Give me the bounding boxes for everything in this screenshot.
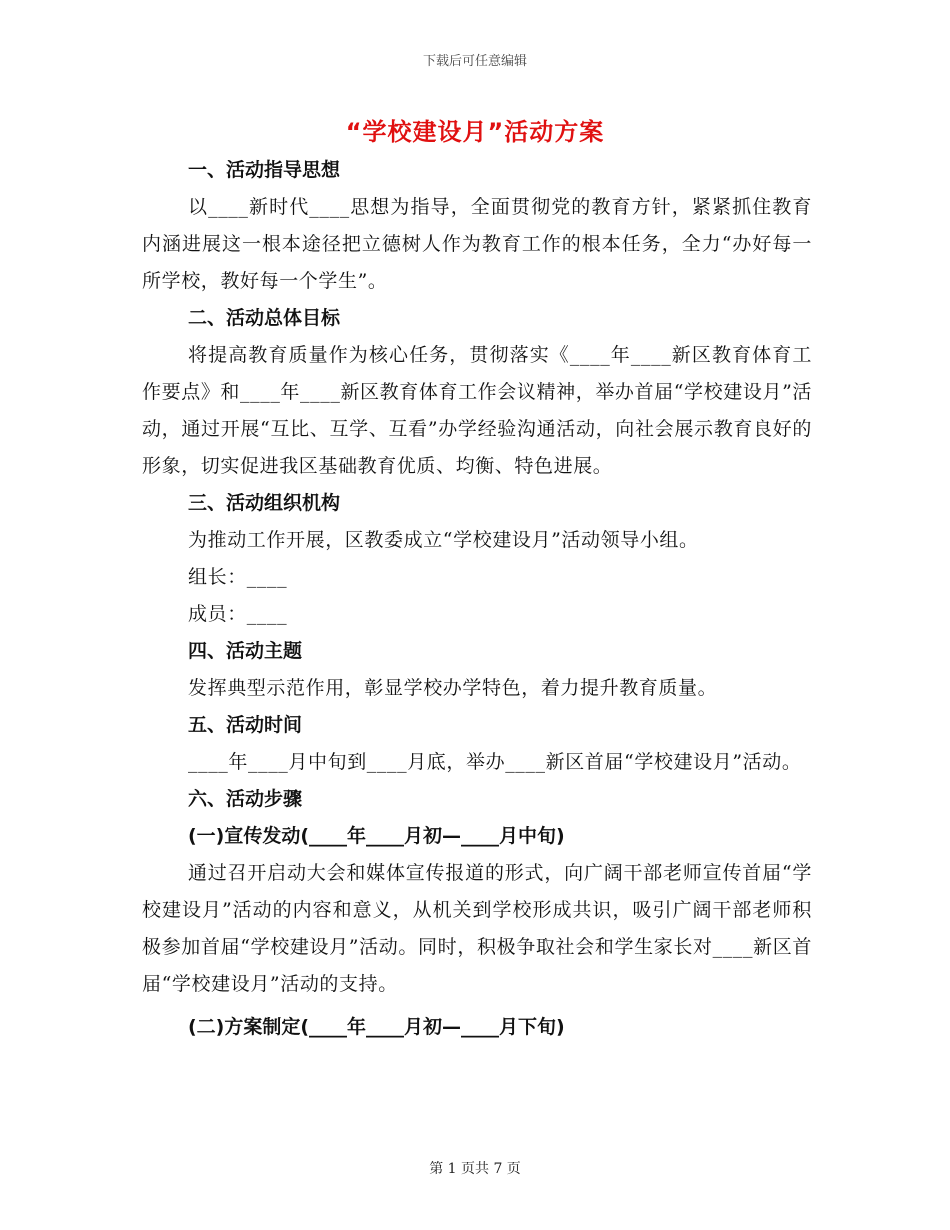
- document-body: [142, 152, 812, 1046]
- header-note: 下载后可任意编辑: [422, 54, 527, 69]
- section-paragraph: 为推动工作开展，区教委成立“学校建设月”活动领导小组。: [188, 529, 699, 551]
- section-heading-organization: 三、活动组织机构: [188, 492, 341, 514]
- page-footer: 第 1 页共 7 页: [429, 1161, 521, 1177]
- section-paragraph: 发挥典型示范作用，彰显学校办学特色，着力提升教育质量。: [188, 677, 718, 699]
- section-paragraph: 将提高教育质量作为核心任务，贯彻落实《____年____新区教育体育工作要点》和____年____新区教育体育工作会议精神，举办首届“学校建设月”活动，通过开展“互比、互学、互看”办学经验沟通活动，向社会展示教育良好的形象，切实促进我区基础教育优质、均衡、特色进展。: [142, 344, 812, 477]
- document-title: “学校建设月”活动方案: [345, 118, 605, 146]
- step-title-publicity: (一)宣传发动(____年____月初—____月中旬): [188, 825, 565, 847]
- section-paragraph: ____年____月中旬到____月底，举办____新区首届“学校建设月”活动。: [188, 751, 802, 773]
- section-paragraph: 通过召开启动大会和媒体宣传报道的形式，向广阔干部老师宣传首届“学校建设月”活动的内容和意义，从机关到学校形成共识，吸引广阔干部老师积极参加首届“学校建设月”活动。同时，积极争取社会和学生家长对____新区首届“学校建设月”活动的支持。: [142, 862, 812, 995]
- section-heading-theme: 四、活动主题: [188, 640, 303, 662]
- section-paragraph: 以____新时代____思想为指导，全面贯彻党的教育方针，紧紧抓住教育内涵进展这一根本途径把立德树人作为教育工作的根本任务，全力“办好每一所学校，教好每一个学生”。: [142, 196, 812, 292]
- leader-line: 组长：____: [188, 566, 288, 588]
- section-heading-guiding-ideology: 一、活动指导思想: [188, 159, 341, 181]
- members-line: 成员：____: [188, 603, 288, 625]
- step-title-plan: (二)方案制定(____年____月初—____月下旬): [188, 1016, 565, 1038]
- section-heading-time: 五、活动时间: [188, 714, 303, 736]
- section-heading-steps: 六、活动步骤: [188, 788, 303, 810]
- section-heading-overall-goal: 二、活动总体目标: [188, 307, 341, 329]
